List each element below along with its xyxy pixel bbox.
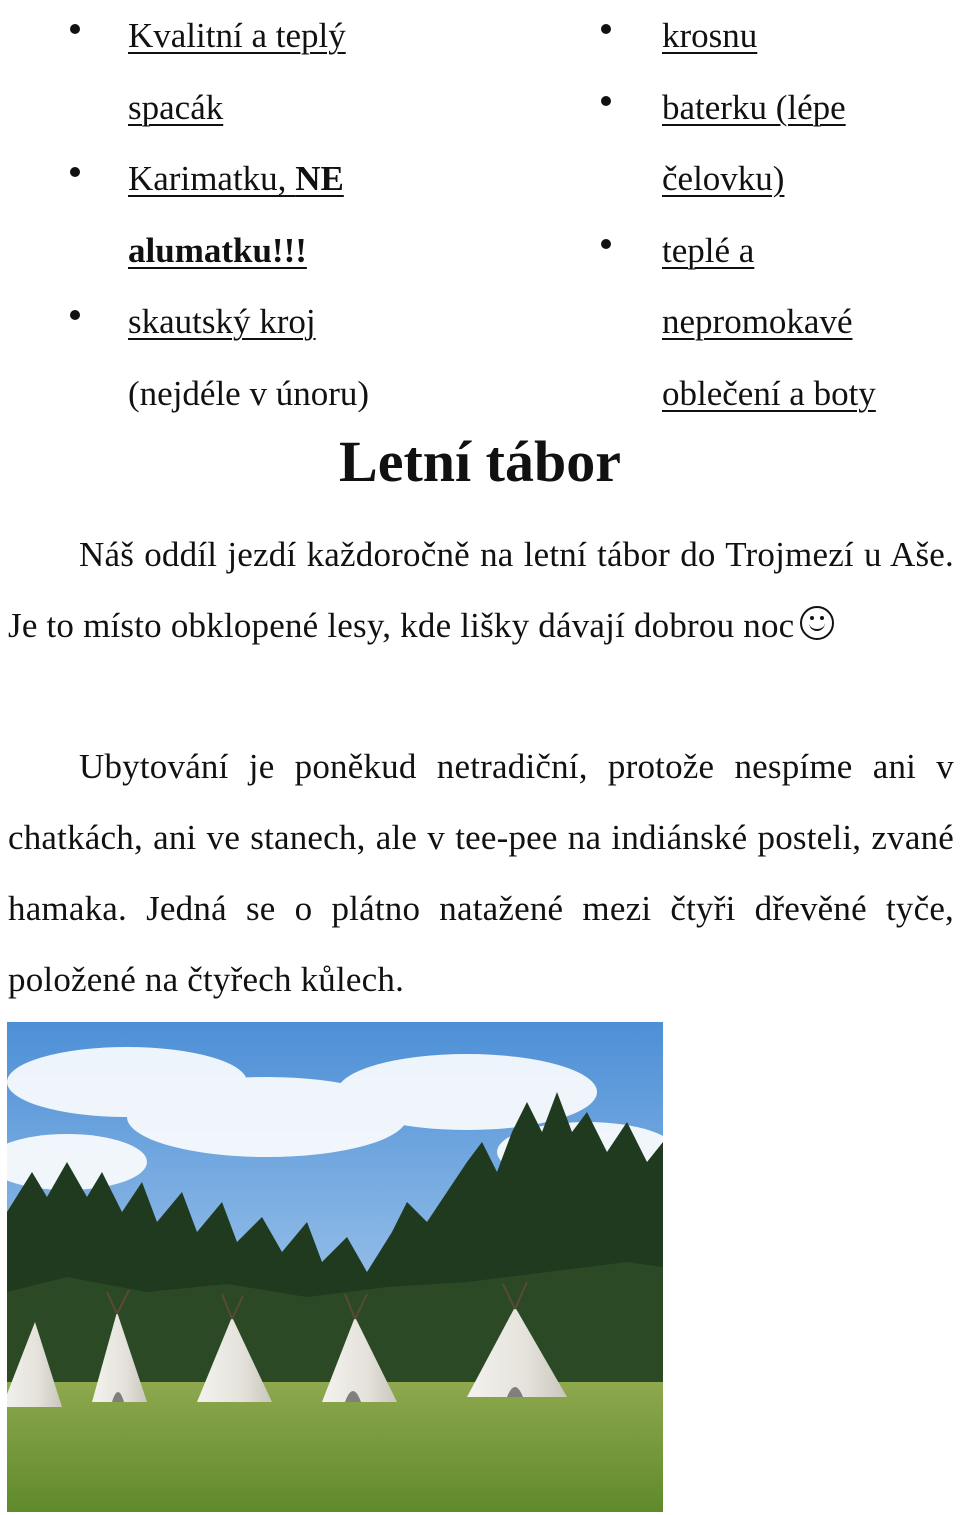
bullet-icon bbox=[601, 96, 611, 106]
list-item-continuation bbox=[592, 286, 932, 358]
list-item-text: Karimatku, NE bbox=[128, 159, 344, 198]
paragraph-text: Ubytování je poněkud netradiční, protože nespíme ani v chatkách, ani ve stanech, ale v tee-pee na indiánské posteli, zvané hamaka. Jedná se o plátno natažené mezi čtyři dřevěné tyče, položené na čtyřech kůlech. bbox=[8, 747, 954, 999]
list-item-continuation bbox=[592, 143, 932, 215]
list-item bbox=[0, 143, 470, 215]
list-item-text: čelovku) bbox=[662, 159, 785, 198]
list-item-text: Kvalitní a teplý bbox=[128, 16, 346, 55]
paragraph-text: Náš oddíl jezdí každoročně na letní tábor do Trojmezí u Aše. Je to místo obklopené lesy, kde lišky dávají dobrou noc bbox=[8, 535, 954, 645]
bullet-icon bbox=[70, 167, 80, 177]
list-item-text: nepromokavé bbox=[662, 302, 853, 341]
bullet-icon bbox=[601, 239, 611, 249]
bullet-icon bbox=[70, 310, 80, 320]
list-item bbox=[592, 215, 932, 287]
section-title: Letní tábor bbox=[339, 429, 621, 494]
list-item-text: teplé a bbox=[662, 230, 755, 270]
list-item-text: spacák bbox=[128, 87, 224, 127]
packing-list-right bbox=[592, 0, 932, 429]
list-item-text: oblečení a boty bbox=[662, 373, 876, 413]
list-item-continuation bbox=[0, 72, 470, 144]
list-item-text: skautský kroj bbox=[128, 302, 316, 341]
bullet-icon bbox=[601, 24, 611, 34]
list-item-continuation bbox=[592, 358, 932, 430]
smiley-icon bbox=[800, 606, 834, 640]
list-item-continuation bbox=[0, 358, 470, 430]
bullet-icon bbox=[70, 24, 80, 34]
list-item bbox=[592, 72, 932, 144]
list-item bbox=[592, 0, 932, 72]
list-item-text: krosnu bbox=[662, 16, 758, 55]
list-item-text: alumatku!!! bbox=[128, 230, 307, 270]
packing-list-left bbox=[0, 0, 470, 429]
tee-pee-camp-photo bbox=[7, 1022, 663, 1512]
list-item bbox=[0, 0, 470, 72]
list-item bbox=[0, 286, 470, 358]
list-item-emphasis: NE bbox=[295, 159, 344, 198]
list-item-text: (nejdéle v únoru) bbox=[128, 373, 370, 413]
list-item-text: baterku (lépe bbox=[662, 87, 846, 127]
paragraph-accommodation bbox=[8, 731, 954, 1015]
paragraph-camp-location bbox=[8, 519, 954, 661]
list-item-continuation bbox=[0, 215, 470, 287]
